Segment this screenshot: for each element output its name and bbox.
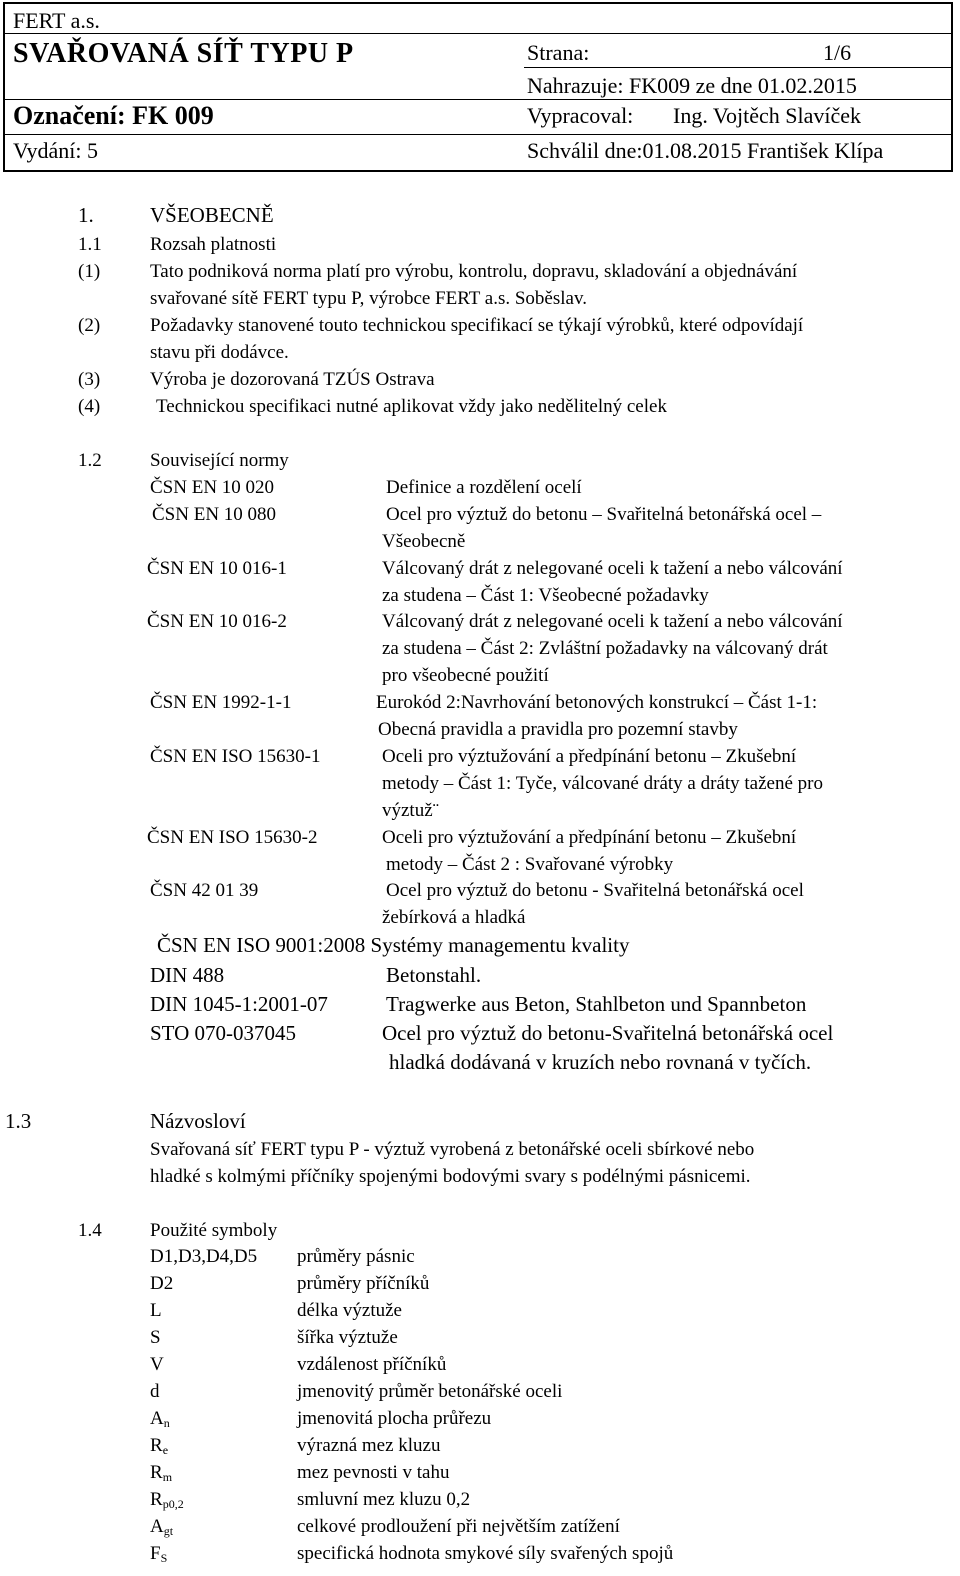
symbol-letter: A	[150, 1516, 164, 1537]
symbol-letter: R	[150, 1489, 163, 1510]
norm-description: Oceli pro výztužování a předpínání betonu – Zkušební	[382, 746, 797, 767]
item-text: Požadavky stanovené touto technickou specifikací se týkají výrobků, které odpovídají	[150, 315, 804, 336]
subsection-number: 1.1	[78, 234, 102, 255]
norm-code: ČSN EN ISO 9001:2008 Systémy managementu kvality	[157, 933, 630, 957]
approved-info: Schválil dne:01.08.2015 František Klípa	[527, 138, 884, 163]
norm-description: hladká dodávaná v kruzích nebo rovnaná v tyčích.	[389, 1050, 812, 1074]
norm-description: Ocel pro výztuž do betonu-Svařitelná betonářská ocel	[382, 1021, 834, 1045]
symbol-description: šířka výztuže	[297, 1327, 398, 1348]
symbol-code	[150, 1273, 173, 1295]
subsection-number: 1.4	[78, 1220, 102, 1241]
symbol-subscript: n	[163, 1416, 170, 1430]
header-divider	[5, 99, 951, 100]
symbol-subscript: e	[162, 1443, 169, 1457]
item-number: (4)	[78, 396, 101, 417]
paragraph-text: Svařovaná síť FERT typu P - výztuž vyrobená z betonářské oceli sbírkové nebo	[150, 1139, 755, 1160]
norm-code: ČSN EN 10 020	[150, 477, 275, 498]
norm-description: Eurokód 2:Navrhování betonových konstrukcí – Část 1-1:	[376, 692, 818, 713]
item-text: Výroba je dozorovaná TZÚS Ostrava	[150, 369, 435, 390]
symbol-description: délka výztuže	[297, 1300, 402, 1321]
document-title: SVAŘOVANÁ SÍŤ TYPU P	[13, 38, 354, 69]
norm-code: ČSN 42 01 39	[150, 880, 259, 901]
norm-description: Oceli pro výztužování a předpínání betonu – Zkušební	[382, 827, 797, 848]
item-number: (3)	[78, 369, 101, 390]
header-divider	[524, 67, 951, 68]
symbol-description: průměry příčníků	[297, 1273, 430, 1294]
symbol-letter: D2	[150, 1273, 174, 1294]
symbol-description: průměry pásnic	[297, 1246, 415, 1267]
symbol-description: smluvní mez kluzu 0,2	[297, 1489, 471, 1510]
symbol-letter: D1,D3,D4,D5	[150, 1246, 258, 1267]
header-divider	[5, 134, 951, 135]
symbol-description: jmenovitá plocha průřezu	[297, 1408, 492, 1429]
symbol-code	[150, 1435, 168, 1458]
symbol-code	[150, 1354, 164, 1376]
symbol-description: mez pevnosti v tahu	[297, 1462, 450, 1483]
norm-description: Obecná pravidla a pravidla pro pozemní stavby	[378, 719, 738, 740]
header-divider	[5, 33, 951, 34]
symbol-subscript: S	[160, 1551, 168, 1565]
norm-description: metody – Část 2 : Svařované výrobky	[386, 854, 674, 875]
symbol-letter: R	[150, 1462, 163, 1483]
norm-code: ČSN EN 10 016-1	[147, 558, 287, 579]
item-text: svařované sítě FERT typu P, výrobce FERT a.s. Soběslav.	[150, 288, 587, 309]
paragraph-text: hladké s kolmými příčníky spojenými bodovými svary s podélnými pásnicemi.	[150, 1166, 751, 1187]
norm-code: ČSN EN 10 080	[152, 504, 277, 525]
norm-description: výztuž¨	[382, 800, 439, 821]
norm-code: ČSN EN 10 016-2	[147, 611, 287, 632]
symbol-description: vzdálenost příčníků	[297, 1354, 447, 1375]
norm-code: DIN 1045-1:2001-07	[150, 992, 328, 1016]
prepared-by: Ing. Vojtěch Slavíček	[673, 103, 861, 128]
symbol-code	[150, 1300, 162, 1322]
item-text: Tato podniková norma platí pro výrobu, kontrolu, dopravu, skladování a objednávání	[150, 261, 798, 282]
symbol-letter: F	[150, 1543, 161, 1564]
document-designation: Označení: FK 009	[13, 101, 214, 130]
symbol-code	[150, 1408, 170, 1431]
symbol-description: celkové prodloužení při největším zatížení	[297, 1516, 620, 1537]
symbol-subscript: m	[162, 1470, 173, 1484]
symbol-letter: R	[150, 1435, 163, 1456]
symbol-letter: S	[150, 1327, 161, 1348]
symbol-code	[150, 1381, 160, 1403]
norm-description: pro všeobecné použití	[382, 665, 549, 686]
symbol-subscript: p0,2	[162, 1497, 184, 1511]
symbol-code	[150, 1543, 167, 1566]
subsection-number: 1.2	[78, 450, 102, 471]
norm-code: ČSN EN ISO 15630-2	[147, 827, 318, 848]
section-heading: VŠEOBECNĚ	[150, 203, 274, 227]
norm-description: Válcovaný drát z nelegované oceli k tažení a nebo válcování	[382, 611, 843, 632]
page-label: Strana:	[527, 40, 590, 65]
symbol-code	[150, 1516, 173, 1539]
norm-code: ČSN EN ISO 15630-1	[150, 746, 321, 767]
symbol-letter: L	[150, 1300, 162, 1321]
norm-description: za studena – Část 2: Zvláštní požadavky na válcovaný drát	[382, 638, 828, 659]
subsection-heading: Názvosloví	[150, 1109, 246, 1133]
norm-code: STO 070-037045	[150, 1021, 297, 1045]
item-text: Technickou specifikaci nutné aplikovat vždy jako nedělitelný celek	[156, 396, 667, 417]
page-number: 1/6	[823, 40, 852, 65]
norm-description: Ocel pro výztuž do betonu - Svařitelná betonářská ocel	[386, 880, 804, 901]
norm-description: za studena – Část 1: Všeobecné požadavky	[382, 585, 709, 606]
prepared-label: Vypracoval:	[527, 103, 634, 128]
symbol-code	[150, 1462, 172, 1485]
norm-description: metody – Část 1: Tyče, válcované dráty a dráty tažené pro	[382, 773, 823, 794]
norm-code: ČSN EN 1992-1-1	[150, 692, 292, 713]
symbol-description: výrazná mez kluzu	[297, 1435, 441, 1456]
issue-number: Vydání: 5	[13, 138, 98, 163]
subsection-number: 1.3	[5, 1109, 32, 1133]
item-number: (1)	[78, 261, 101, 282]
norm-code: DIN 488	[150, 963, 225, 987]
symbol-code	[150, 1246, 257, 1268]
symbol-letter: d	[150, 1381, 160, 1402]
replaces-info: Nahrazuje: FK009 ze dne 01.02.2015	[527, 73, 857, 98]
norm-description: Válcovaný drát z nelegované oceli k tažení a nebo válcování	[382, 558, 843, 579]
subsection-heading: Rozsah platnosti	[150, 234, 277, 255]
symbol-letter: A	[150, 1408, 164, 1429]
norm-description: Ocel pro výztuž do betonu – Svařitelná betonářská ocel –	[386, 504, 822, 525]
symbol-description: specifická hodnota smykové síly svařených spojů	[297, 1543, 674, 1564]
symbol-letter: V	[150, 1354, 164, 1375]
company-name: FERT a.s.	[13, 8, 100, 33]
norm-description: Všeobecně	[382, 531, 466, 552]
symbol-code	[150, 1489, 184, 1512]
norm-description: Tragwerke aus Beton, Stahlbeton und Spannbeton	[386, 992, 807, 1016]
symbol-code	[150, 1327, 161, 1349]
section-number: 1.	[78, 203, 94, 227]
norm-description: Betonstahl.	[386, 963, 482, 987]
item-text: stavu při dodávce.	[150, 342, 289, 363]
norm-description: Definice a rozdělení ocelí	[386, 477, 582, 498]
subsection-heading: Související normy	[150, 450, 289, 471]
symbol-subscript: gt	[163, 1524, 174, 1538]
norm-description: žebírková a hladká	[382, 907, 526, 928]
subsection-heading: Použité symboly	[150, 1220, 278, 1241]
symbol-description: jmenovitý průměr betonářské oceli	[297, 1381, 563, 1402]
document-header	[3, 2, 953, 172]
item-number: (2)	[78, 315, 101, 336]
